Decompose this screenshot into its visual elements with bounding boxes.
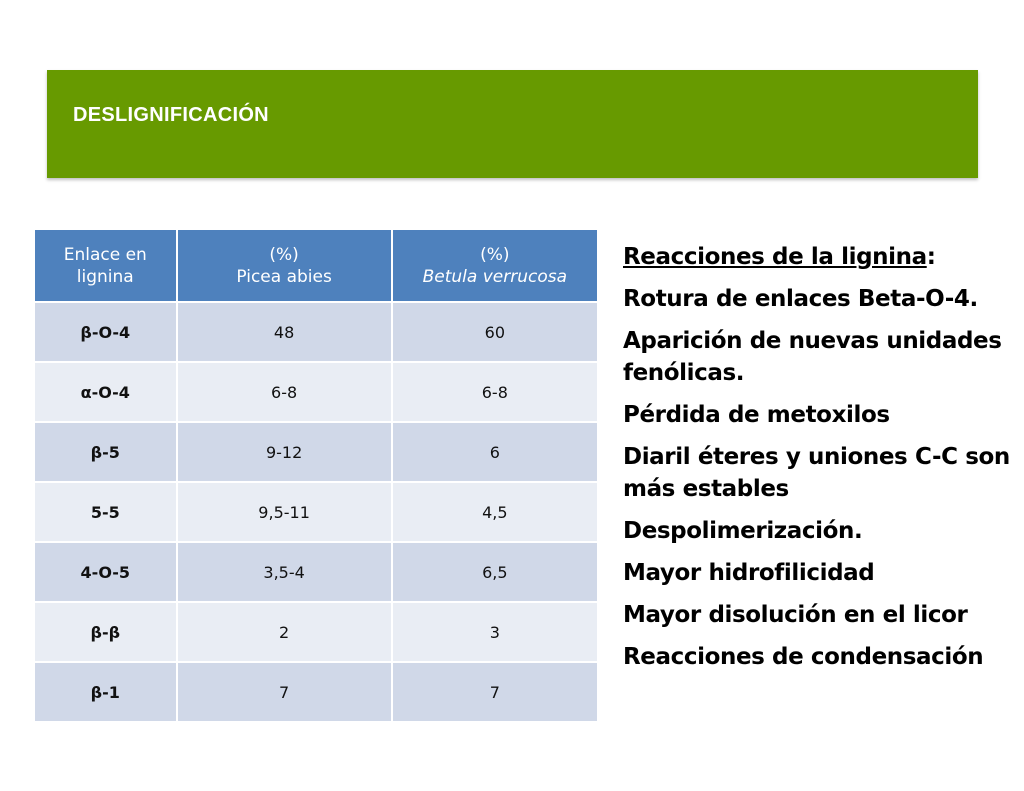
reaction-item: Reacciones de condensación: [623, 644, 984, 670]
reaction-item: Despolimerización.: [623, 518, 863, 544]
cell-linkage: β-5: [34, 422, 177, 482]
cell-linkage: β-1: [34, 662, 177, 722]
table-row: [34, 602, 598, 662]
header-betula-species: Betula verrucosa: [422, 266, 568, 287]
reaction-item: Rotura de enlaces Beta-O-4.: [623, 286, 978, 312]
reactions-heading-colon: :: [926, 244, 936, 270]
cell-linkage: α-O-4: [34, 362, 177, 422]
cell-linkage: 5-5: [34, 482, 177, 542]
reactions-heading-text: Reacciones de la lignina: [623, 244, 927, 270]
cell-picea: 9-12: [177, 422, 392, 482]
table-row: [34, 422, 598, 482]
header-linkage-line2: lignina: [76, 266, 134, 287]
reaction-item: Mayor disolución en el licor: [623, 602, 968, 628]
cell-picea: 3,5-4: [177, 542, 392, 602]
reactions-heading: [623, 241, 1013, 273]
header-picea-unit: (%): [269, 244, 299, 265]
cell-picea: 48: [177, 302, 392, 362]
header-picea-species: Picea abies: [236, 266, 332, 287]
header-picea: [177, 229, 392, 302]
reaction-item: Mayor hidrofilicidad: [623, 560, 875, 586]
table-row: [34, 482, 598, 542]
table-row: [34, 542, 598, 602]
header-betula-unit: (%): [480, 244, 510, 265]
header-linkage-line1: Enlace en: [63, 244, 147, 265]
reaction-item: Diaril éteres y uniones C-C son más estables: [623, 444, 1010, 502]
cell-betula: 6,5: [392, 542, 598, 602]
cell-picea: 2: [177, 602, 392, 662]
table-row: [34, 362, 598, 422]
cell-linkage: β-O-4: [34, 302, 177, 362]
cell-betula: 4,5: [392, 482, 598, 542]
header-betula: [392, 229, 598, 302]
table-row: [34, 662, 598, 722]
cell-picea: 9,5-11: [177, 482, 392, 542]
reaction-item: Pérdida de metoxilos: [623, 402, 890, 428]
cell-betula: 3: [392, 602, 598, 662]
cell-betula: 7: [392, 662, 598, 722]
slide-title: DESLIGNIFICACIÓN: [73, 104, 269, 126]
cell-betula: 60: [392, 302, 598, 362]
cell-betula: 6-8: [392, 362, 598, 422]
lignin-linkage-table: [33, 228, 599, 723]
title-banner: [47, 70, 978, 178]
cell-picea: 6-8: [177, 362, 392, 422]
cell-linkage: 4-O-5: [34, 542, 177, 602]
cell-betula: 6: [392, 422, 598, 482]
reaction-item: Aparición de nuevas unidades fenólicas.: [623, 328, 1002, 386]
table-header-row: [34, 229, 598, 302]
reactions-list: [623, 241, 1013, 673]
header-linkage: [34, 229, 177, 302]
cell-picea: 7: [177, 662, 392, 722]
cell-linkage: β-β: [34, 602, 177, 662]
table-row: [34, 302, 598, 362]
